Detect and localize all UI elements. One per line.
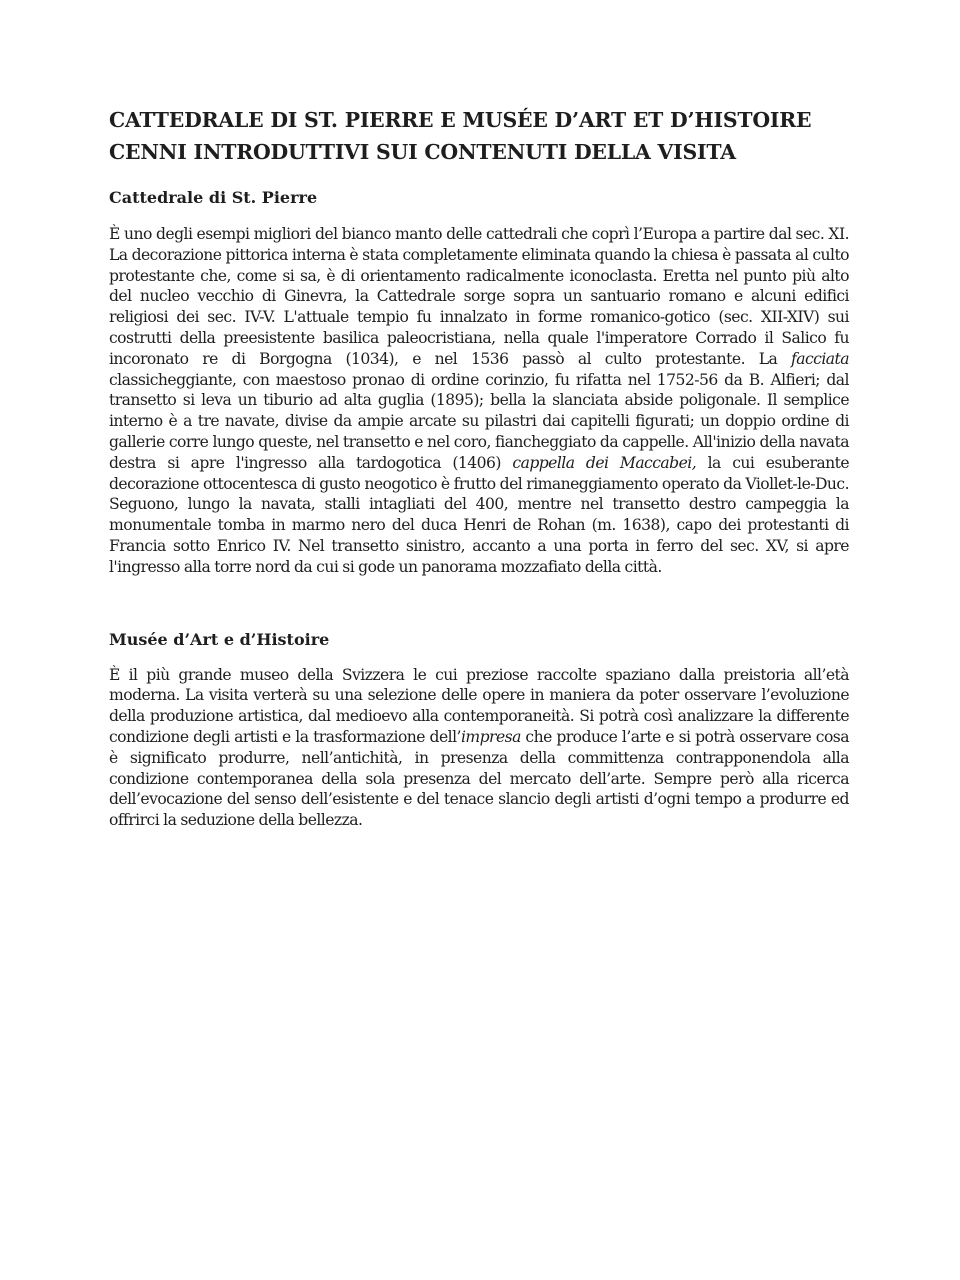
cathedral-paragraph bbox=[109, 224, 849, 578]
cathedral-text-3: la cui esuberante decorazione ottocentesca di gusto neogotico è frutto del rimaneggiamento operato da Viollet-le-Duc. Seguono, lungo la navata, stalli intagliati del 400, mentre nel transetto destro campeggia la monumentale tomba in marmo nero del duca Henri de Rohan (m. 1638), capo dei protestanti di Francia sotto Enrico IV. Nel transetto sinistro, accanto a una porta in ferro del sec. XV, si apre l'ingresso alla torre nord da cui si gode un panorama mozzafiato della città. bbox=[109, 453, 850, 576]
cathedral-heading: Cattedrale di St. Pierre bbox=[109, 188, 318, 207]
museum-heading: Musée d’Art e d’Histoire bbox=[109, 629, 330, 649]
cathedral-text-1: È uno degli esempi migliori del bianco manto delle cattedrali che coprì l’Europa a partire dal sec. XI. La decorazione pittorica interna è stata completamente eliminata quando la chiesa è passata al culto protestante che, come si sa, è di orientamento radicalmente iconoclasta. Eretta nel punto più alto del nucleo vecchio di Ginevra, la Cattedrale sorge sopra un santuario romano e alcuni edifici religiosi dei sec. IV-V. L'attuale tempio fu innalzato in forme romanico-gotico (sec. XII-XIV) sui costrutti della preesistente basilica paleocristiana, nella quale l'imperatore Corrado il Salico fu incoronato re di Borgogna (1034), e nel 1536 passò al culto protestante. La bbox=[109, 225, 849, 368]
cathedral-italic-facciata: facciata bbox=[791, 349, 849, 368]
cathedral-italic-cappella: cappella dei Maccabei, bbox=[512, 453, 697, 472]
document-title-line-2: CENNI INTRODUTTIVI SUI CONTENUTI DELLA VISITA bbox=[109, 140, 736, 164]
museum-paragraph bbox=[109, 665, 849, 831]
museum-italic-impresa: impresa bbox=[460, 727, 521, 746]
document-title bbox=[109, 104, 849, 168]
museum-text-2: che produce l’arte e si potrà osservare cosa è significato produrre, nell’antichità, in presenza della committenza contrapponendola alla condizione contemporanea della sola presenza del mercato dell’arte. Sempre però alla ricerca dell’evocazione del senso dell’esistente e del tenace slancio degli artisti d’ogni tempo a produrre ed offrirci la seduzione della bellezza. bbox=[109, 727, 849, 830]
museum-text-1: È il più grande museo della Svizzera le cui preziose raccolte spaziano dalla preistoria all’età moderna. La visita verterà su una selezione delle opere in maniera da poter osservare l’evoluzione della produzione artistica, dal medioevo alla contemporaneità. Si potrà così analizzare la differente condizione degli artisti e la trasformazione dell’ bbox=[109, 665, 849, 746]
document-page bbox=[109, 104, 849, 831]
cathedral-text-2: classicheggiante, con maestoso pronao di ordine corinzio, fu rifatta nel 1752-56 da B. Alfieri; dal transetto si leva un tiburio ad alta guglia (1895); bella la slanciata abside poligonale. Il semplice interno è a tre navate, divise da ampie arcate su pilastri dai capitelli figurati; un doppio ordine di gallerie corre lungo queste, nel transetto e nel coro, fiancheggiato da cappelle. All'inizio della navata destra si apre l'ingresso alla tardogotica (1406) bbox=[109, 370, 849, 472]
document-title-line-1: CATTEDRALE DI ST. PIERRE E MUSÉE D’ART ET D’HISTOIRE bbox=[109, 108, 812, 132]
